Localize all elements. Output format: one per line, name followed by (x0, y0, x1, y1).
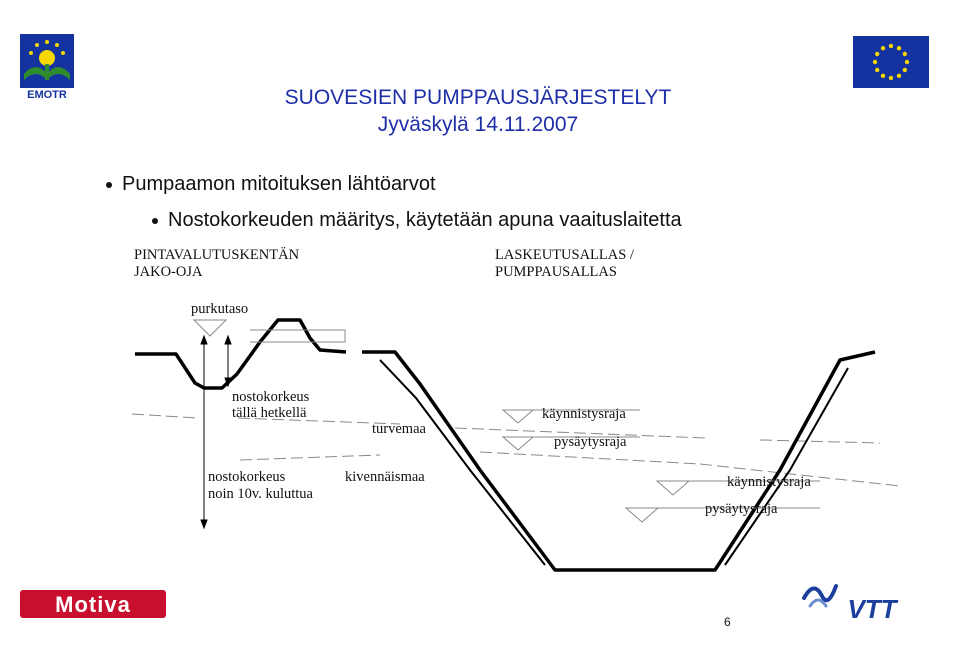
emotr-logo-text: EMOTR (27, 89, 67, 100)
peat-soil-label: turvemaa (372, 421, 426, 437)
slide-subtitle: Jyväskylä 14.11.2007 (377, 113, 579, 136)
left-heading-line1: PINTAVALUTUSKENTÄN (134, 247, 300, 263)
head-10y-label-line1: nostokorkeus (208, 469, 286, 485)
page-number: 6 (724, 615, 731, 629)
bullet-level2-text: Nostokorkeuden määritys, käytetään apuna vaaituslaitetta (168, 209, 682, 231)
vtt-logo-text: VTT (847, 594, 897, 622)
bullet-level1-text: Pumpaamon mitoituksen lähtöarvot (122, 173, 436, 195)
start-level-label-2: käynnistysraja (727, 474, 811, 490)
head-now-label-line2: tällä hetkellä (232, 405, 307, 421)
head-10y-label-line2: noin 10v. kuluttua (208, 486, 313, 502)
outflow-level-triangle (194, 320, 226, 336)
slide-title: SUOVESIEN PUMPPAUSJÄRJESTELYT (284, 86, 672, 109)
basin-inner-wall (380, 360, 545, 565)
stop-level-label-1: pysäytysraja (554, 434, 627, 450)
start-level-triangle (503, 410, 533, 423)
vtt-logo (800, 576, 914, 622)
motiva-logo-text: Motiva (55, 592, 131, 617)
right-heading-line1: LASKEUTUSALLAS / (495, 247, 634, 263)
basin-outer-wall (362, 352, 875, 570)
left-heading-line2: JAKO-OJA (134, 264, 203, 280)
head-now-label-line1: nostokorkeus (232, 389, 310, 405)
basin-inner-wall (725, 368, 848, 565)
motiva-logo (20, 590, 166, 618)
mineral-soil-label: kivennäismaa (345, 469, 425, 485)
start-level-triangle (657, 481, 689, 495)
stop-level-label-2: pysäytysraja (705, 501, 778, 517)
outflow-level-label: purkutaso (191, 301, 249, 317)
start-level-label-1: käynnistysraja (542, 406, 626, 422)
stop-level-triangle (626, 508, 658, 522)
stop-level-triangle (503, 437, 533, 450)
right-heading-line2: PUMPPAUSALLAS (495, 264, 617, 280)
